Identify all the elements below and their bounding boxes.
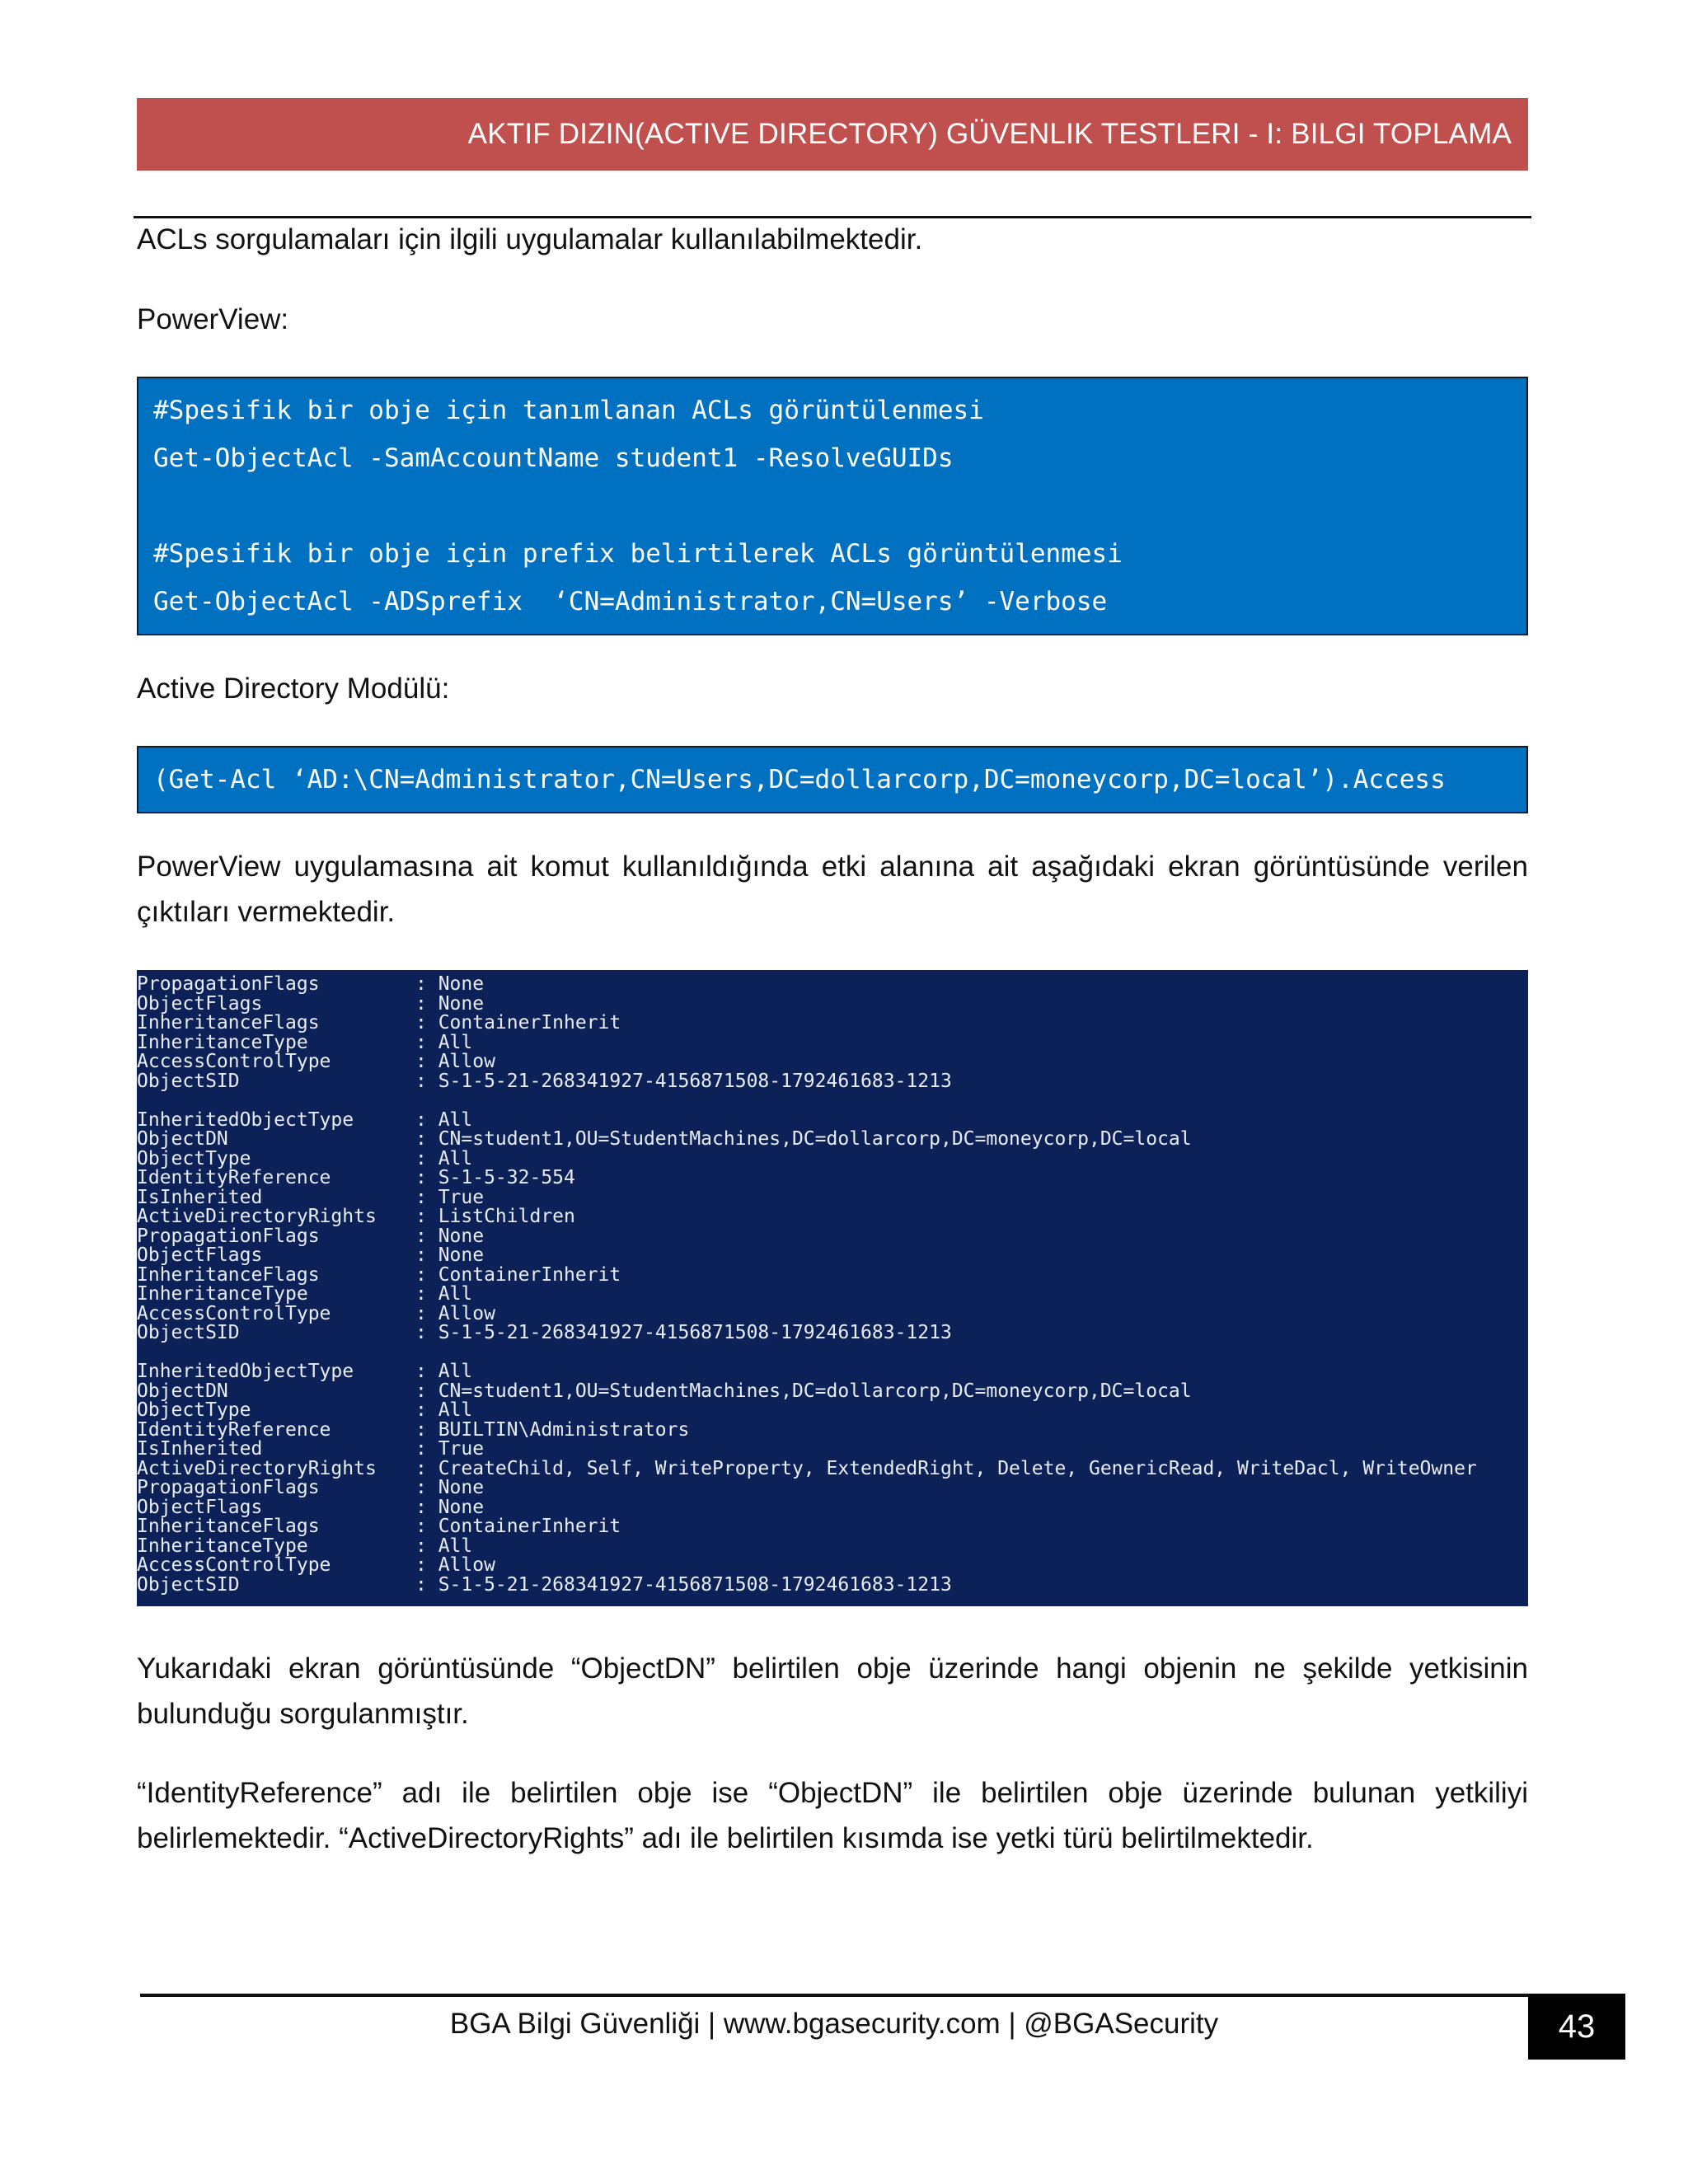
terminal-property-value: : CN=student1,OU=StudentMachines,DC=dollarcorp,DC=moneycorp,DC=local	[415, 1380, 1192, 1402]
terminal-row	[137, 1457, 1528, 1479]
acl-entry-block	[137, 1362, 1528, 1595]
terminal-property-name: InheritanceType	[137, 1031, 308, 1053]
terminal-property-value: : ListChildren	[415, 1206, 575, 1227]
terminal-row	[137, 1324, 1528, 1343]
terminal-property-name: InheritanceType	[137, 1535, 308, 1557]
terminal-property-value: : Allow	[415, 1302, 495, 1324]
terminal-property-name: ObjectType	[137, 1399, 251, 1421]
terminal-property-value: : None	[415, 1244, 485, 1266]
terminal-row	[137, 1479, 1528, 1498]
terminal-property-name: InheritanceType	[137, 1283, 308, 1305]
acl-entry-block	[137, 975, 1528, 1091]
terminal-property-value: : ContainerInherit	[415, 1263, 621, 1286]
footer-divider	[140, 1994, 1528, 1997]
terminal-property-name: ObjectFlags	[137, 1244, 263, 1266]
terminal-property-value: : All	[415, 1361, 473, 1382]
acl-entry-block	[137, 1108, 1528, 1343]
terminal-property-value: : S-1-5-21-268341927-4156871508-1792461683-1213	[415, 1573, 952, 1596]
terminal-property-value: : Allow	[415, 1051, 495, 1072]
terminal-row	[137, 992, 1528, 1015]
terminal-row	[137, 1072, 1528, 1092]
ad-module-label: Active Directory Modülü:	[137, 673, 450, 705]
terminal-property-name: PropagationFlags	[137, 973, 320, 995]
code-command: (Get-Acl ‘AD:\CN=Administrator,CN=Users,DC=dollarcorp,DC=moneycorp,DC=local’).Access	[153, 765, 1446, 794]
objectdn-explanation: Yukarıdaki ekran görüntüsünde “ObjectDN” belirtilen obje üzerinde hangi objenin ne şekilde yetkisinin bulunduğu sorgulanmıştır.	[137, 1652, 1528, 1730]
terminal-property-value: : None	[415, 1225, 485, 1247]
page-number: 43	[1528, 1994, 1625, 2060]
terminal-property-value: : All	[415, 1535, 473, 1557]
terminal-row	[137, 1052, 1528, 1072]
terminal-row	[137, 1188, 1528, 1208]
terminal-property-value: : ContainerInherit	[415, 1012, 621, 1033]
terminal-row	[137, 1285, 1528, 1305]
terminal-property-value: : None	[415, 992, 485, 1015]
terminal-property-name: ObjectSID	[137, 1322, 240, 1343]
terminal-row	[137, 1130, 1528, 1150]
terminal-row	[137, 1537, 1528, 1557]
powerview-code-block	[137, 377, 1528, 635]
terminal-row	[137, 1246, 1528, 1266]
terminal-row	[137, 1418, 1528, 1441]
terminal-property-name: ActiveDirectoryRights	[137, 1457, 377, 1479]
terminal-property-name: AccessControlType	[137, 1051, 331, 1072]
terminal-property-name: InheritedObjectType	[137, 1108, 354, 1131]
terminal-property-name: AccessControlType	[137, 1302, 331, 1324]
powershell-output-screenshot	[137, 970, 1528, 1606]
code-blank-line	[153, 482, 1512, 530]
blank-line	[137, 1091, 1528, 1111]
terminal-row	[137, 1440, 1528, 1460]
terminal-property-name: ObjectFlags	[137, 992, 263, 1015]
terminal-property-value: : ContainerInherit	[415, 1516, 621, 1537]
terminal-property-value: : CreateChild, Self, WriteProperty, ExtendedRight, Delete, GenericRead, WriteDacl, WriteOwner	[415, 1457, 1477, 1479]
terminal-row	[137, 1033, 1528, 1053]
terminal-row	[137, 1401, 1528, 1421]
identity-explanation: “IdentityReference” adı ile belirtilen obje ise “ObjectDN” ile belirtilen obje üzerinde bulunan yetkiliyi belirlemektedir. “ActiveDirectoryRights” adı ile belirtilen kısımda ise yetki türü belirtilmektedir.	[137, 1777, 1528, 1854]
terminal-property-name: ObjectDN	[137, 1380, 228, 1402]
terminal-property-name: AccessControlType	[137, 1554, 331, 1576]
terminal-row	[137, 1573, 1528, 1596]
terminal-property-value: : All	[415, 1399, 473, 1421]
terminal-property-value: : All	[415, 1147, 473, 1169]
terminal-row	[137, 1362, 1528, 1382]
terminal-property-value: : All	[415, 1108, 473, 1131]
terminal-property-value: : All	[415, 1283, 473, 1305]
terminal-property-value: : True	[415, 1438, 485, 1460]
blank-line	[137, 1343, 1528, 1363]
terminal-property-value: : CN=student1,OU=StudentMachines,DC=dollarcorp,DC=moneycorp,DC=local	[415, 1128, 1192, 1150]
terminal-property-name: ObjectDN	[137, 1128, 228, 1150]
terminal-property-value: : True	[415, 1186, 485, 1208]
terminal-property-name: InheritanceFlags	[137, 1516, 320, 1537]
terminal-row	[137, 1556, 1528, 1576]
terminal-property-value: : None	[415, 1477, 485, 1498]
code-command: Get-ObjectAcl -ADSprefix ‘CN=Administrator,CN=Users’ -Verbose	[153, 587, 1108, 616]
terminal-property-name: IsInherited	[137, 1438, 263, 1460]
terminal-row	[137, 1227, 1528, 1247]
code-comment: #Spesifik bir obje için prefix belirtilerek ACLs görüntülenmesi	[153, 539, 1123, 569]
terminal-row	[137, 975, 1528, 995]
terminal-row	[137, 1207, 1528, 1227]
terminal-property-name: ActiveDirectoryRights	[137, 1206, 377, 1227]
terminal-row	[137, 1263, 1528, 1286]
terminal-property-name: InheritedObjectType	[137, 1361, 354, 1382]
terminal-property-value: : S-1-5-32-554	[415, 1167, 575, 1188]
terminal-property-value: : Allow	[415, 1554, 495, 1576]
terminal-property-name: InheritanceFlags	[137, 1263, 320, 1286]
terminal-row	[137, 1517, 1528, 1537]
terminal-property-name: IsInherited	[137, 1186, 263, 1208]
terminal-property-name: ObjectSID	[137, 1573, 240, 1596]
powerview-label: PowerView:	[137, 303, 289, 335]
terminal-row	[137, 1169, 1528, 1188]
terminal-row	[137, 1014, 1528, 1033]
code-comment: #Spesifik bir obje için tanımlanan ACLs görüntülenmesi	[153, 396, 984, 425]
intro-paragraph: ACLs sorgulamaları için ilgili uygulamalar kullanılabilmektedir.	[137, 223, 923, 255]
terminal-row	[137, 1382, 1528, 1402]
terminal-property-name: InheritanceFlags	[137, 1012, 320, 1033]
terminal-property-name: PropagationFlags	[137, 1477, 320, 1498]
terminal-row	[137, 1302, 1528, 1324]
terminal-property-name: ObjectFlags	[137, 1496, 263, 1518]
terminal-property-name: ObjectType	[137, 1147, 251, 1169]
terminal-row	[137, 1108, 1528, 1131]
terminal-property-value: : All	[415, 1031, 473, 1053]
terminal-property-value: : S-1-5-21-268341927-4156871508-1792461683-1213	[415, 1322, 952, 1343]
terminal-row	[137, 1498, 1528, 1518]
page-header-title: AKTIF DIZIN(ACTIVE DIRECTORY) GÜVENLIK TESTLERI - I: BILGI TOPLAMA	[467, 118, 1512, 150]
terminal-property-name: IdentityReference	[137, 1418, 331, 1441]
terminal-property-value: : BUILTIN\Administrators	[415, 1418, 690, 1441]
terminal-property-name: IdentityReference	[137, 1167, 331, 1188]
terminal-row	[137, 1147, 1528, 1169]
page-header-bar	[137, 98, 1528, 171]
terminal-property-name: ObjectSID	[137, 1070, 240, 1092]
footer-text: BGA Bilgi Güvenliği | www.bgasecurity.com | @BGASecurity	[449, 2008, 1219, 2040]
ad-module-code-block	[137, 746, 1528, 813]
code-command: Get-ObjectAcl -SamAccountName student1 -ResolveGUIDs	[153, 443, 954, 473]
terminal-property-value: : S-1-5-21-268341927-4156871508-1792461683-1213	[415, 1070, 952, 1092]
terminal-property-value: : None	[415, 973, 485, 995]
powerview-output-paragraph: PowerView uygulamasına ait komut kullanıldığında etki alanına ait aşağıdaki ekran görüntüsünde verilen çıktıları vermektedir.	[137, 851, 1528, 928]
terminal-property-name: PropagationFlags	[137, 1225, 320, 1247]
terminal-property-value: : None	[415, 1496, 485, 1518]
